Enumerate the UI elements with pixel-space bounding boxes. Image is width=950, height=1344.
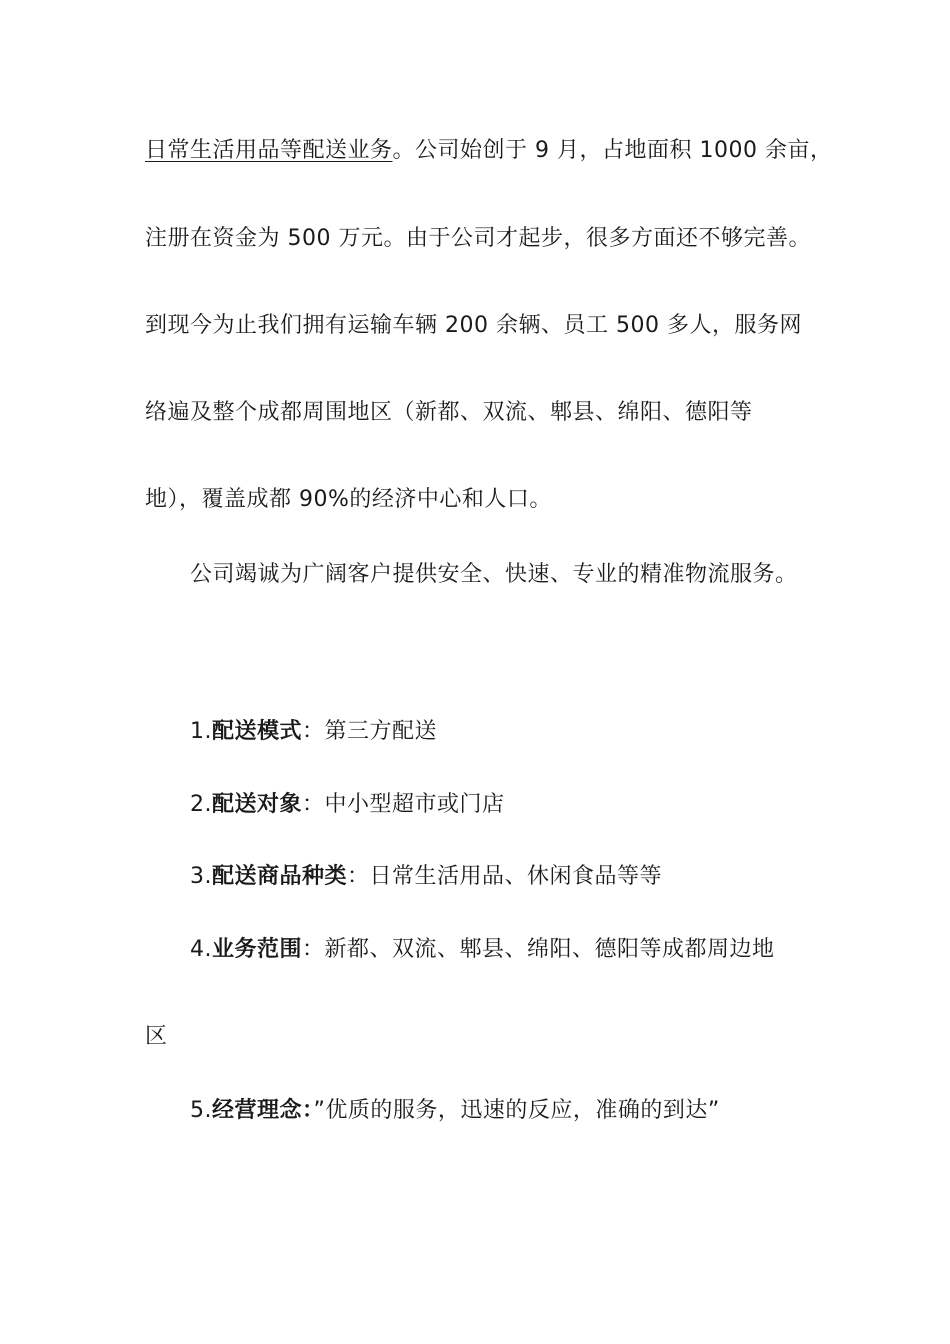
list-item-value: 日常生活用品、休闲食品等等	[369, 864, 663, 889]
paragraph-1-line-4: 络遍及整个成都周围地区（新都、双流、郫县、绵阳、德阳等	[145, 400, 753, 425]
paragraph-1-line-3: 到现今为止我们拥有运输车辆 200 余辆、员工 500 多人，服务网	[145, 313, 802, 338]
list-item-label: 业务范围	[212, 937, 303, 962]
paragraph-1-line-2: 注册在资金为 500 万元。由于公司才起步，很多方面还不够完善。	[145, 226, 811, 251]
list-item-label: 经营理念	[212, 1098, 303, 1123]
list-item-number: 1.	[190, 719, 212, 744]
list-item-2	[190, 790, 505, 820]
list-item-number: 2.	[190, 792, 212, 817]
list-item-separator: ：	[302, 937, 325, 962]
list-item-number: 3.	[190, 864, 212, 889]
underlined-phrase: 日常生活用品等配送业务	[145, 138, 393, 163]
list-item-label: 配送模式	[212, 719, 303, 744]
list-item-value: 第三方配送	[324, 719, 438, 744]
list-item-4-continuation: 区	[145, 1024, 168, 1049]
list-item-separator: ：	[302, 719, 325, 744]
list-item-separator: ：	[302, 1098, 314, 1123]
list-item-label: 配送对象	[212, 792, 303, 817]
list-item-1	[190, 717, 437, 747]
list-item-separator: ：	[302, 792, 325, 817]
list-item-label: 配送商品种类	[212, 864, 348, 889]
list-item-value: 中小型超市或门店	[324, 792, 505, 817]
paragraph-1-line-1	[145, 136, 832, 166]
list-item-value: 新都、双流、郫县、绵阳、德阳等成都周边地	[324, 937, 775, 962]
list-item-separator: ：	[347, 864, 370, 889]
paragraph-1-line-5: 地），覆盖成都 90%的经济中心和人口。	[145, 487, 552, 512]
list-item-3	[190, 862, 662, 892]
list-item-4	[190, 935, 775, 965]
list-item-5	[190, 1096, 720, 1126]
paragraph-2-line-1: 公司竭诚为广阔客户提供安全、快速、专业的精准物流服务。	[190, 562, 798, 587]
list-item-number: 4.	[190, 937, 212, 962]
list-item-value: ”优质的服务，迅速的反应，准确的到达”	[313, 1098, 720, 1123]
paragraph-1-line-1-text: 。公司始创于 9 月，占地面积 1000 余亩，	[392, 138, 833, 163]
list-item-number: 5.	[190, 1098, 212, 1123]
